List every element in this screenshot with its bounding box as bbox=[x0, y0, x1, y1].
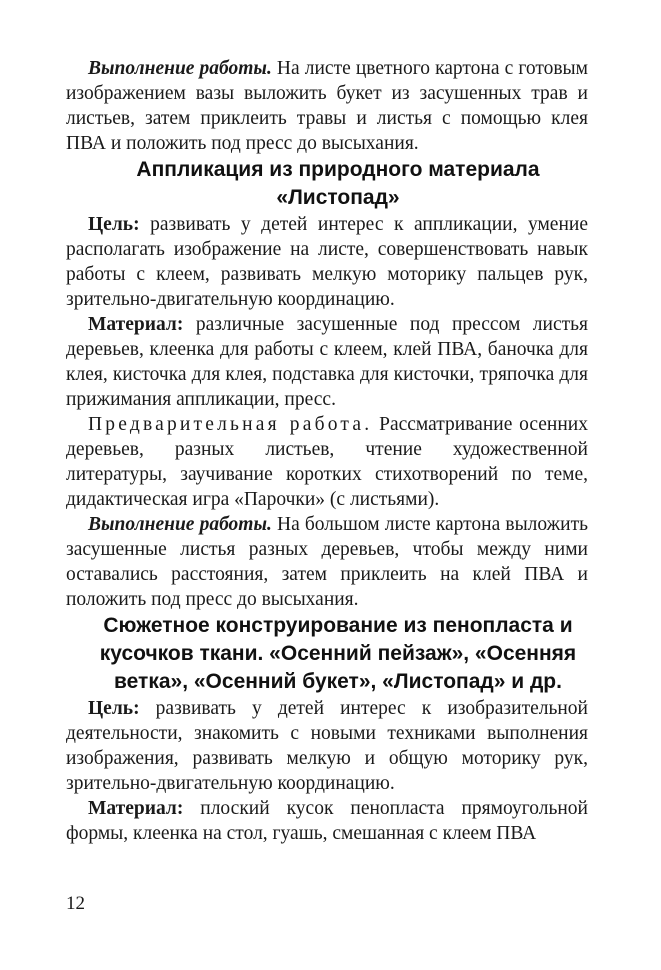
section1-prep-text: Рассматривание осенних деревьев, разных листьев, чтение художественной литературы, заучивание коротких стихотворений по теме, дидактическая игра «Парочки» (с листьями). bbox=[66, 414, 588, 510]
section1-prep-lead: Предварительная работа. bbox=[88, 414, 373, 435]
section1-work-text: На большом листе картона выложить засушенные листья разных деревьев, чтобы между ними оставались расстояния, затем приклеить на клей ПВА и положить под пресс до высыхания. bbox=[66, 514, 588, 610]
section2-goal-text: развивать у детей интерес к изобразительной деятельности, знакомить с новыми техниками выполнения изображения, развивать мелкую и общую моторику рук, зрительно-двигательную координацию. bbox=[66, 698, 588, 794]
section1-title: Аппликация из природного материала «Листопад» bbox=[136, 158, 540, 209]
section2-material bbox=[66, 796, 588, 846]
intro-lead: Выполнение работы. bbox=[88, 58, 272, 79]
section1-work bbox=[66, 512, 588, 612]
section1-work-lead: Выполнение работы. bbox=[88, 514, 272, 535]
section1-material-text: различные засушенные под прессом листья деревьев, клеенка для работы с клеем, клей ПВА, баночка для клея, кисточка для клея, подставка для кисточки, тряпочка для прижимания аппликации, пресс. bbox=[66, 314, 588, 410]
section2-material-text: плоский кусок пенопласта прямоугольной формы, клеенка на стол, гуашь, смешанная с клеем ПВА bbox=[66, 798, 588, 844]
section1-goal bbox=[66, 212, 588, 312]
section2-goal-lead: Цель: bbox=[88, 698, 140, 719]
intro-text: На листе цветного картона с готовым изображением вазы выложить букет из засушенных трав и листьев, затем приклеить травы и листья с помощью клея ПВА и положить под пресс до высыхания. bbox=[66, 58, 588, 154]
page-number: 12 bbox=[66, 893, 85, 914]
intro-block bbox=[66, 56, 588, 156]
section1-goal-lead: Цель: bbox=[88, 214, 140, 235]
section2-goal bbox=[66, 696, 588, 796]
section1-prep bbox=[66, 412, 588, 512]
section1-material-lead: Материал: bbox=[88, 314, 184, 335]
section1-block bbox=[66, 212, 588, 612]
section2-material-lead: Материал: bbox=[88, 798, 184, 819]
section1-goal-text: развивать у детей интерес к аппликации, умение располагать изображение на листе, совершенствовать навык работы с клеем, развивать мелкую моторику пальцев рук, зрительно-двигательную координацию. bbox=[66, 214, 588, 310]
page-content bbox=[66, 56, 588, 846]
section1-material bbox=[66, 312, 588, 412]
section2-block bbox=[66, 696, 588, 846]
section2-title: Сюжетное конструирование из пенопласта и кусочков ткани. «Осенний пейзаж», «Осенняя ветка», «Осенний букет», «Листопад» и др. bbox=[99, 614, 577, 693]
intro-paragraph bbox=[66, 56, 588, 156]
